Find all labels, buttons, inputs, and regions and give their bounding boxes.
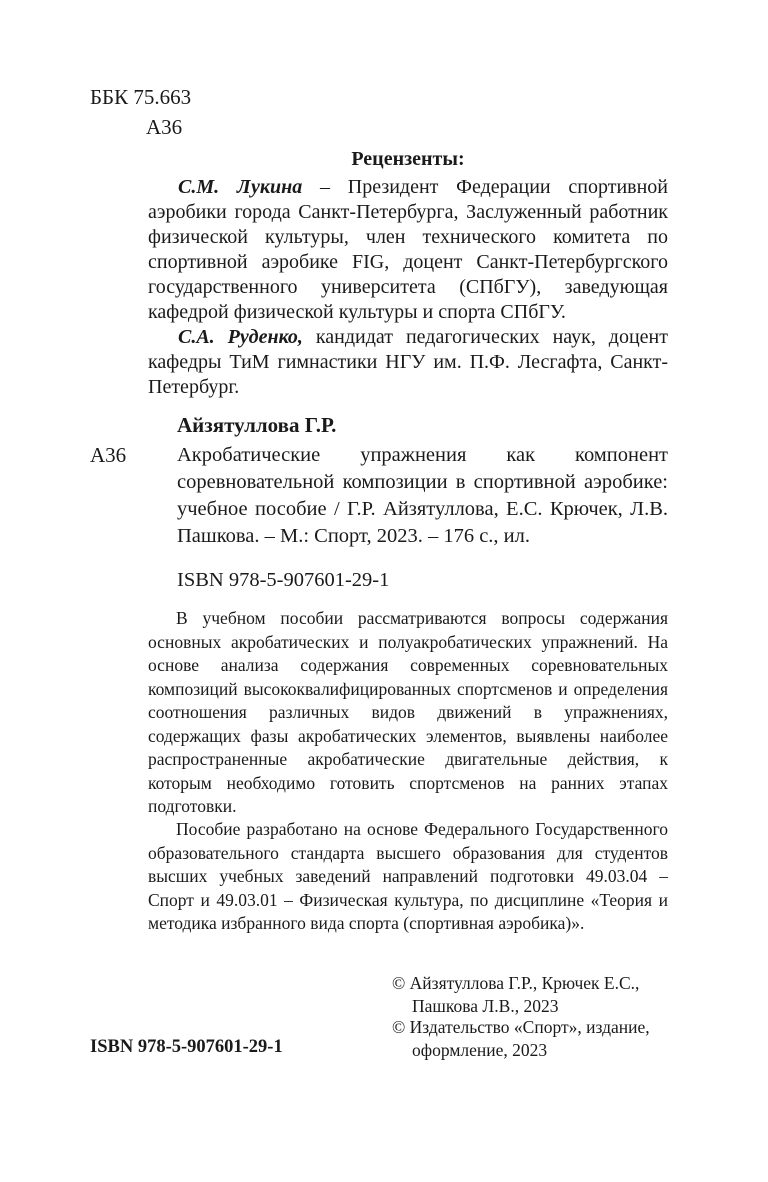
copyright-line: © Издательство «Спорт», издание,	[392, 1017, 650, 1037]
reviewer-details: кандидат педагогических наук, доцент кафедры ТиМ гимнастики НГУ им. П.Ф. Лесгафта, Санкт-Петербург.	[148, 326, 669, 398]
reviewer-details: – Президент Федерации спортивной аэробики города Санкт-Петербурга, Заслуженный работник физической культуры, член технического комитета по спортивной аэробике FIG, доцент Санкт-Петербургского государственного университета (СПбГУ), заведующая кафедрой физической культуры и спорта СПбГУ.	[148, 176, 668, 323]
copyright-line: Пашкова Л.В., 2023	[412, 996, 559, 1016]
copyright-notice	[392, 972, 682, 1018]
bibliographic-description: Акробатические упражнения как компонент соревновательной композиции в спортивной аэробике: учебное пособие / Г.Р. Айзятуллова, Е.С. Крючек, Л.В. Пашкова. – М.: Спорт, 2023. – 176 с., ил.	[177, 444, 668, 547]
catalog-code: А36	[90, 443, 127, 467]
annotation-paragraph: Пособие разработано на основе Федерального Государственного образовательного стандарта высшего образования для студентов высших учебных заведений направлений подготовки 49.03.04 – Спорт и 49.03.01 – Физическая культура, по дисциплине «Теория и методика избранного вида спорта (спортивная аэробика)».	[148, 819, 668, 933]
reviewer-name: С.А. Руденко,	[178, 326, 303, 348]
isbn-bottom: ISBN 978-5-907601-29-1	[90, 1037, 283, 1057]
copyright-line: оформление, 2023	[412, 1040, 548, 1060]
isbn-line: ISBN 978-5-907601-29-1	[177, 569, 390, 591]
copyright-notice	[392, 1016, 682, 1062]
reviewer-entry	[148, 325, 668, 400]
copyright-line: © Айзятуллова Г.Р., Крючек Е.С.,	[392, 973, 640, 993]
reviewer-entry	[148, 175, 668, 325]
reviewer-name: С.М. Лукина	[178, 176, 303, 198]
reviewers-title: Рецензенты:	[351, 148, 465, 170]
book-author: Айзятуллова Г.Р.	[177, 413, 337, 437]
annotation-paragraph: В учебном пособии рассматриваются вопросы содержания основных акробатических и полуакробатических упражнений. На основе анализа содержания современных соревновательных композиций высококвалифицированных спортсменов и определения соотношения различных видов движений в упражнениях, содержащих фазы акробатических элементов, выявлены наиболее распространенные акробатические двигательные действия, к которым необходимо готовить спортсменов на ранних этапах подготовки.	[148, 608, 668, 816]
author-sign: А36	[146, 115, 183, 139]
bbk-code: ББК 75.663	[90, 85, 192, 109]
